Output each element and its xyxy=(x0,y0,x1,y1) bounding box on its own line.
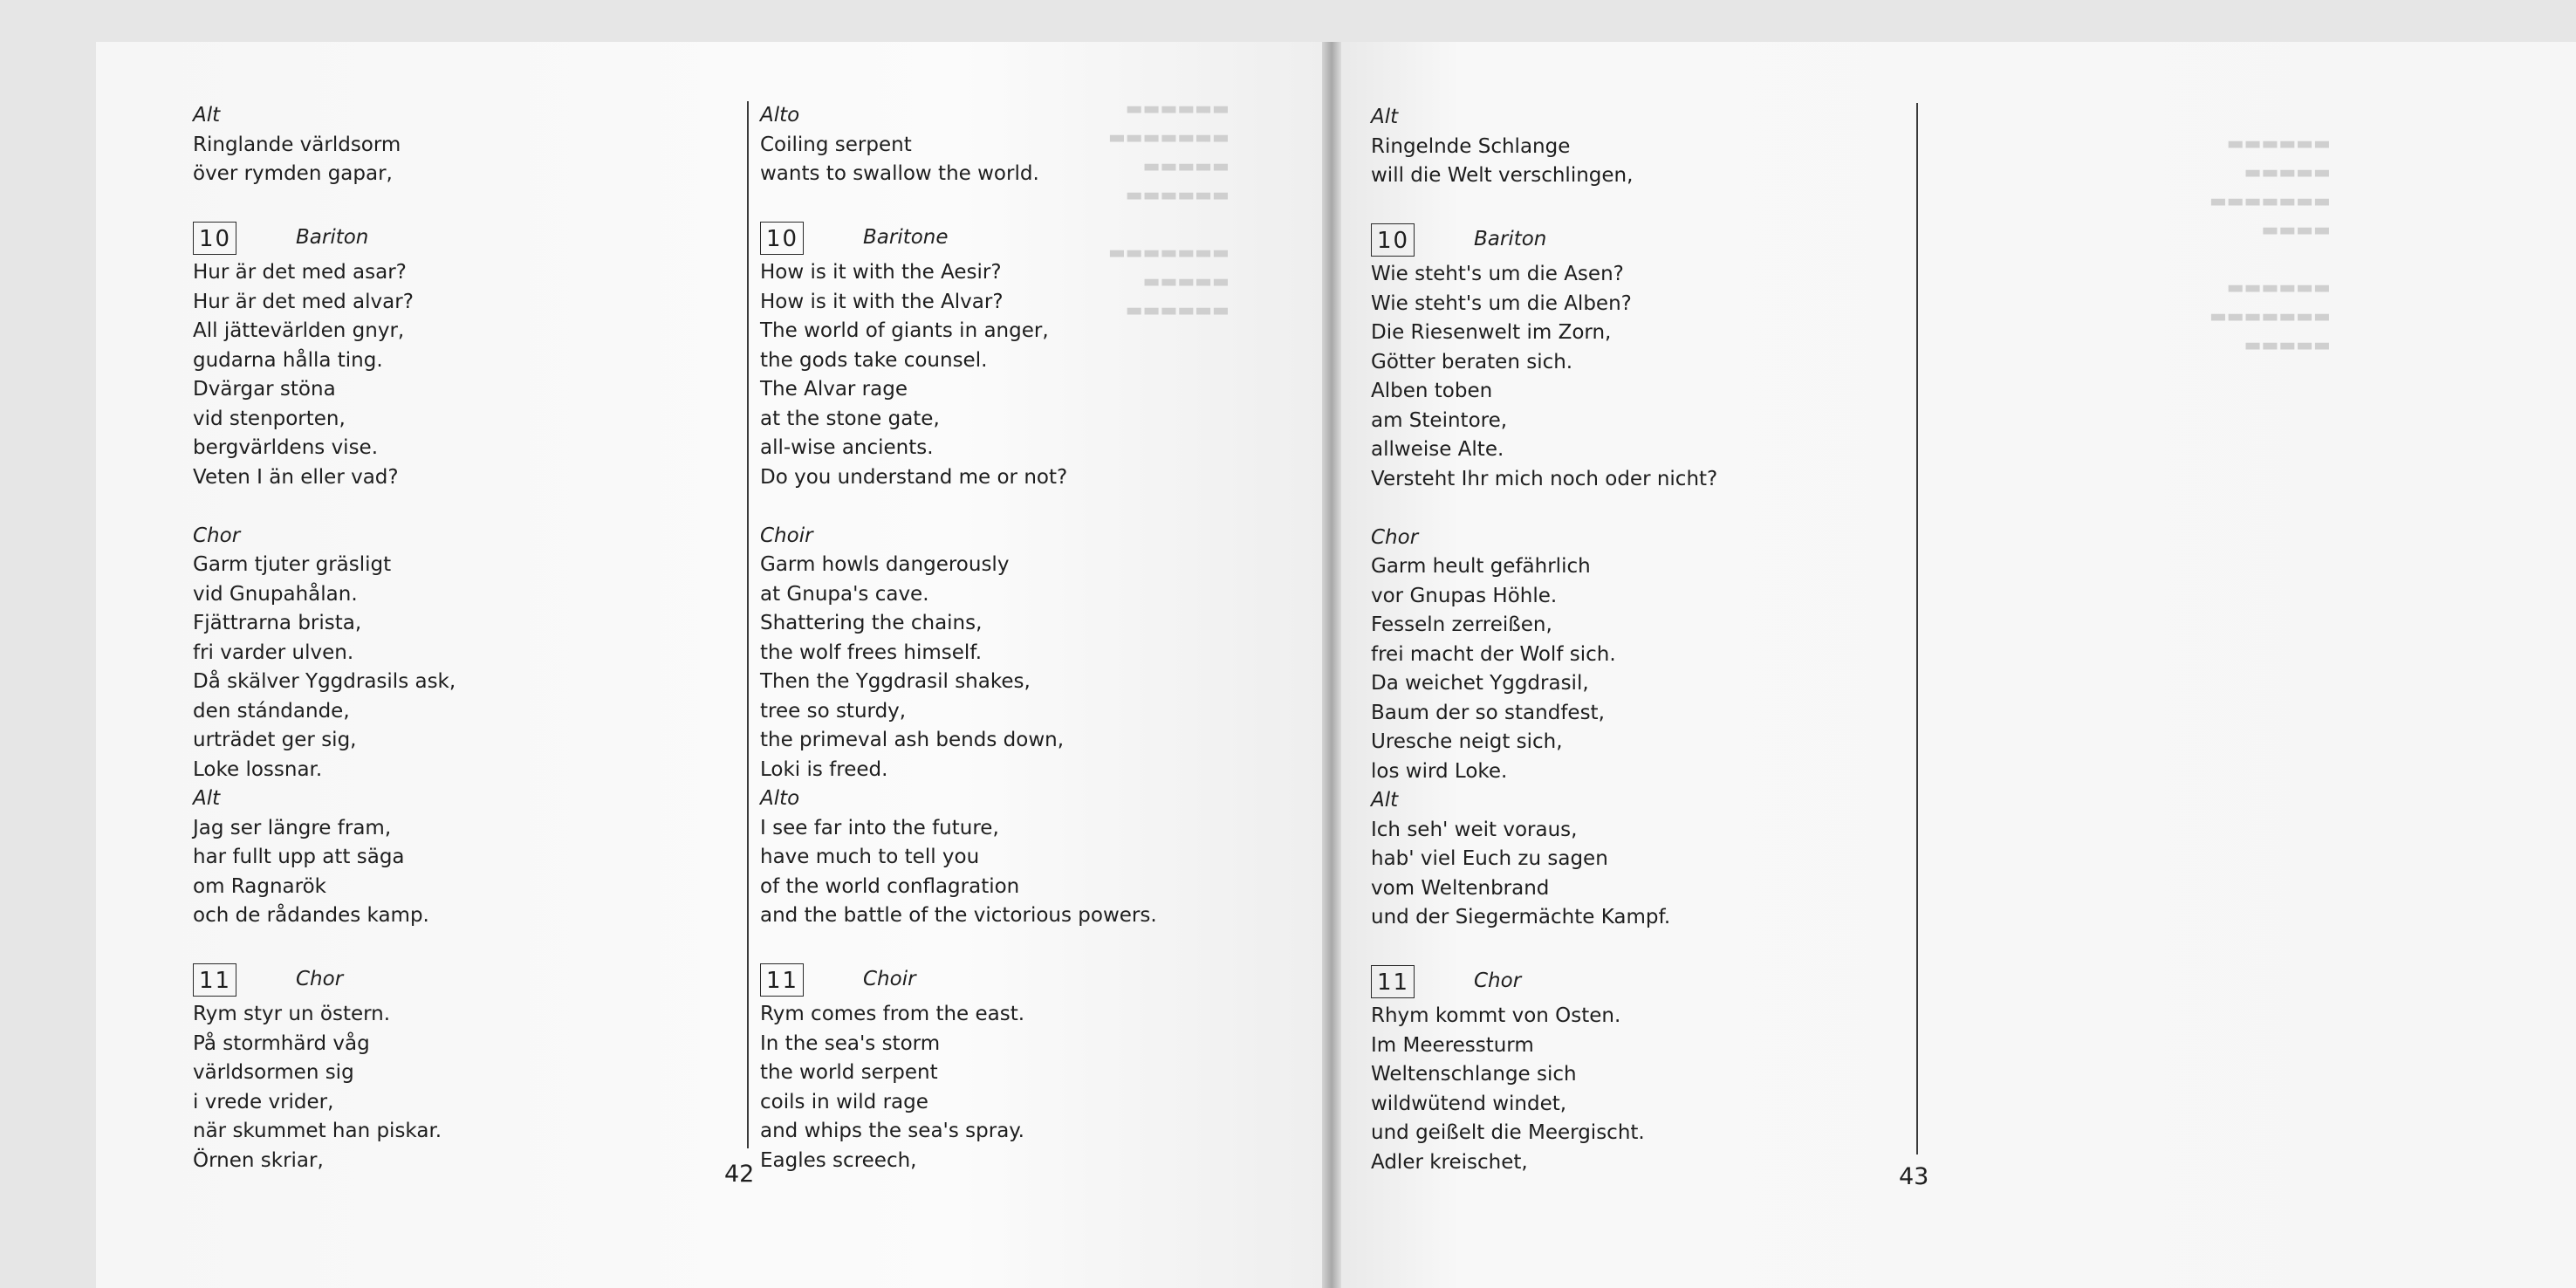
verse-line: Hur är det med asar? xyxy=(193,261,407,284)
verse-line: Hur är det med alvar? xyxy=(193,290,414,313)
verse-line: The world of giants in anger, xyxy=(760,319,1049,342)
verse-line: Rym styr un östern. xyxy=(193,1003,391,1025)
verse-line: will die Welt verschlingen, xyxy=(1371,164,1634,187)
verse-line: Fesseln zerreißen, xyxy=(1371,613,1552,636)
verse-line: Örnen skriar, xyxy=(193,1148,324,1172)
verse-line: Alben toben xyxy=(1371,380,1493,402)
verse-line: Coiling serpent xyxy=(760,133,912,156)
verse-line: and whips the sea's spray. xyxy=(760,1120,1024,1142)
verse-line: Götter beraten sich. xyxy=(1371,350,1573,373)
verse-line: am Steintore, xyxy=(1371,408,1508,432)
verse-line: bergvärldens vise. xyxy=(193,436,379,459)
verse-line: all-wise ancients. xyxy=(760,436,934,459)
verse-line: frei macht der Wolf sich. xyxy=(1371,642,1616,666)
verse-line: Garm howls dangerously xyxy=(760,553,1010,576)
verse-line: allweise Alte. xyxy=(1371,438,1504,461)
verse-line: Uresche neigt sich, xyxy=(1371,730,1563,753)
role-label: Chor xyxy=(1474,969,1522,992)
column-rule xyxy=(747,101,749,1148)
section-heading-11 xyxy=(760,960,1157,1000)
verse-line: All jättevärlden gnyr, xyxy=(193,319,405,342)
verse-line: The Alvar rage xyxy=(760,378,908,401)
verse-line: Jag ser längre fram, xyxy=(193,816,392,839)
role-label: Baritone xyxy=(863,226,949,249)
verse-line: the world serpent xyxy=(760,1061,938,1084)
verse-line: Wie steht's um die Asen? xyxy=(1371,263,1624,285)
role-label: Choir xyxy=(863,968,916,990)
verse-line: Garm tjuter gräsligt xyxy=(193,553,392,576)
section-heading-10 xyxy=(760,218,1157,258)
verse-line: wants to swallow the world. xyxy=(760,162,1039,185)
verse-line: Then the Yggdrasil shakes, xyxy=(760,670,1031,693)
verse-line: Baum der so standfest, xyxy=(1371,701,1605,724)
verse-line: and the battle of the victorious powers. xyxy=(760,904,1157,927)
verse-line: Loki is freed. xyxy=(760,757,888,781)
role-label: Alt xyxy=(193,787,221,810)
verse-line: at the stone gate, xyxy=(760,407,940,430)
section-heading-11 xyxy=(1371,962,1717,1002)
role-label: Alt xyxy=(1371,789,1399,812)
verse-line: Ringlande världsorm xyxy=(193,133,401,156)
verse-line: Eagles screech, xyxy=(760,1148,917,1172)
role-label: Chor xyxy=(1371,525,1419,549)
verse-line: urträdet ger sig, xyxy=(193,729,357,751)
show-through-text: ▬▬▬▬▬▬ ▬▬▬▬▬▬▬ ▬▬▬▬▬ ▬▬▬▬▬▬ ▬▬▬▬▬▬▬ ▬▬▬▬▬ ▬▬▬▬▬▬ xyxy=(1108,98,1230,320)
verse-line: vor Gnupas Höhle. xyxy=(1371,584,1558,607)
verse-line: Veten I än eller vad? xyxy=(193,465,399,489)
verse-line: How is it with the Alvar? xyxy=(760,290,1004,313)
verse-line: vid stenporten, xyxy=(193,407,346,430)
role-label: Choir xyxy=(760,524,813,547)
role-label: Alt xyxy=(193,104,221,127)
verse-line: fri varder ulven. xyxy=(193,641,354,664)
verse-line: Do you understand me or not? xyxy=(760,465,1068,489)
role-label: Bariton xyxy=(1474,228,1547,250)
column-rule xyxy=(1916,103,1918,1154)
verse-line: har fullt upp att säga xyxy=(193,846,405,868)
role-label: Alto xyxy=(760,787,800,810)
verse-line: vom Weltenbrand xyxy=(1371,876,1550,900)
verse-line: Versteht Ihr mich noch oder nicht? xyxy=(1371,467,1718,490)
verse-line: of the world conflagration xyxy=(760,874,1020,898)
verse-line: Shattering the chains, xyxy=(760,612,983,634)
verse-line: the gods take counsel. xyxy=(760,348,988,372)
verse-line: Rhym kommt von Osten. xyxy=(1371,1004,1621,1027)
page-number: 42 xyxy=(724,1161,755,1188)
verse-line: wildwütend windet, xyxy=(1371,1092,1567,1115)
verse-line: Die Riesenwelt im Zorn, xyxy=(1371,321,1612,344)
verse-line: Wie steht's um die Alben? xyxy=(1371,291,1632,315)
role-label: Chor xyxy=(193,524,241,547)
role-label: Alto xyxy=(760,104,800,127)
verse-line: Weltenschlange sich xyxy=(1371,1063,1577,1086)
verse-line: om Ragnarök xyxy=(193,874,326,898)
verse-line: Fjättrarna brista, xyxy=(193,612,362,634)
section-heading-10 xyxy=(193,218,456,258)
verse-line: the wolf frees himself. xyxy=(760,641,983,664)
section-heading-11 xyxy=(193,960,456,1000)
verse-line: the primeval ash bends down, xyxy=(760,729,1065,751)
verse-line: How is it with the Aesir? xyxy=(760,261,1002,284)
verse-line: Rym comes from the east. xyxy=(760,1003,1025,1025)
section-number: 10 xyxy=(193,222,236,255)
verse-line: Då skälver Yggdrasils ask, xyxy=(193,670,456,693)
verse-line: när skummet han piskar. xyxy=(193,1120,442,1142)
verse-line: I see far into the future, xyxy=(760,816,999,839)
section-number: 10 xyxy=(1371,223,1415,257)
role-label: Bariton xyxy=(296,226,369,249)
verse-line: Ich seh' weit voraus, xyxy=(1371,818,1578,841)
swedish-column xyxy=(193,101,456,1175)
verse-line: at Gnupa's cave. xyxy=(760,582,929,606)
section-heading-10 xyxy=(1371,220,1717,260)
verse-line: und der Siegermächte Kampf. xyxy=(1371,906,1671,928)
verse-line: över rymden gapar, xyxy=(193,162,393,185)
verse-line: have much to tell you xyxy=(760,846,980,868)
verse-line: På stormhärd våg xyxy=(193,1031,370,1055)
verse-line: vid Gnupahålan. xyxy=(193,582,358,606)
role-label: Chor xyxy=(296,968,344,990)
german-column xyxy=(1371,103,1717,1177)
section-number: 10 xyxy=(760,222,804,255)
english-column xyxy=(760,101,1157,1175)
verse-line: Loke lossnar. xyxy=(193,757,323,781)
verse-line: Dvärgar stöna xyxy=(193,378,336,401)
show-through-text: ▬▬▬▬▬▬ ▬▬▬▬▬ ▬▬▬▬▬▬▬ ▬▬▬▬ ▬▬▬▬▬▬ ▬▬▬▬▬▬▬ ▬▬▬▬▬ xyxy=(2209,133,2331,355)
verse-line: und geißelt die Meergischt. xyxy=(1371,1121,1645,1144)
role-label: Alt xyxy=(1371,106,1399,128)
verse-line: Adler kreischet, xyxy=(1371,1150,1528,1174)
verse-line: Im Meeressturm xyxy=(1371,1033,1534,1057)
verse-line: den stándande, xyxy=(193,699,350,723)
verse-line: Ringelnde Schlange xyxy=(1371,134,1571,158)
section-number: 11 xyxy=(760,963,804,997)
verse-line: hab' viel Euch zu sagen xyxy=(1371,847,1608,870)
verse-line: Da weichet Yggdrasil, xyxy=(1371,672,1589,695)
verse-line: i vrede vrider, xyxy=(193,1090,334,1113)
section-number: 11 xyxy=(1371,965,1415,998)
verse-line: los wird Loke. xyxy=(1371,759,1508,783)
book-spine-shadow xyxy=(1322,42,1341,1288)
section-number: 11 xyxy=(193,963,236,997)
verse-line: tree so sturdy, xyxy=(760,699,907,723)
verse-line: världsormen sig xyxy=(193,1061,354,1084)
page-number: 43 xyxy=(1899,1163,1929,1190)
verse-line: och de rådandes kamp. xyxy=(193,904,429,927)
verse-line: Garm heult gefährlich xyxy=(1371,555,1591,578)
verse-line: coils in wild rage xyxy=(760,1090,928,1113)
verse-line: gudarna hålla ting. xyxy=(193,348,383,372)
verse-line: In the sea's storm xyxy=(760,1031,941,1055)
